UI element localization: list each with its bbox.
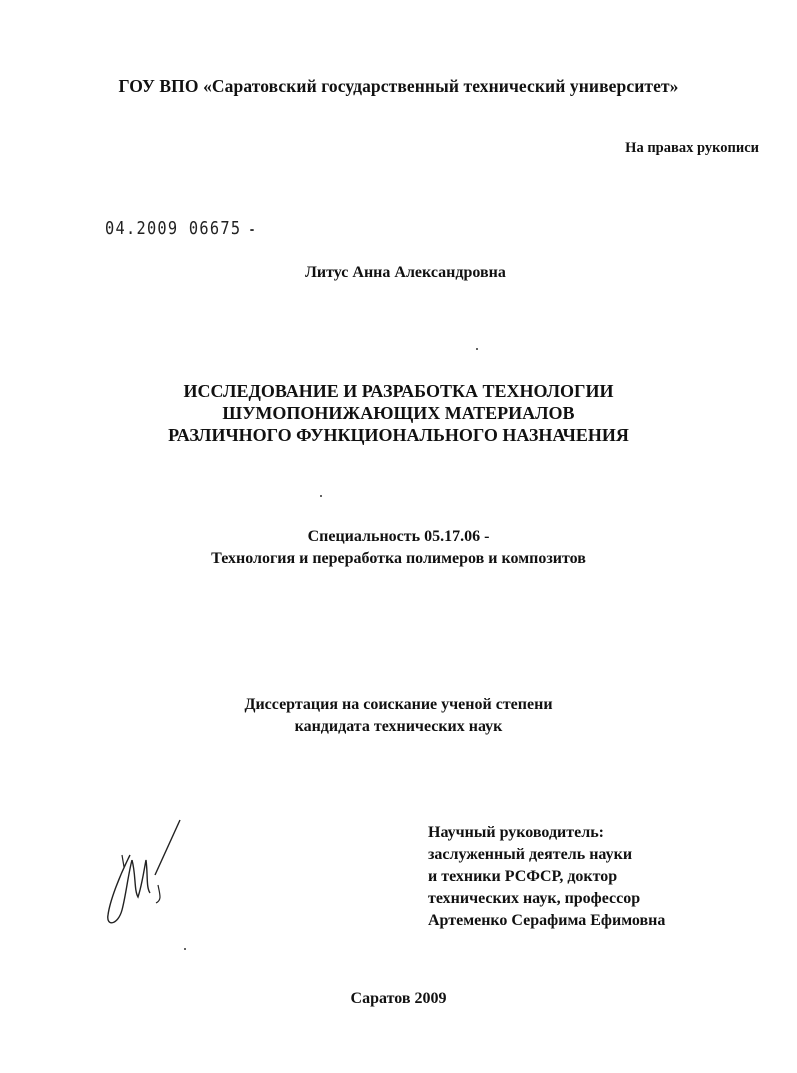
scan-speck — [476, 348, 478, 350]
dissertation-title — [0, 380, 797, 446]
author-name: Литус Анна Александровна — [305, 264, 506, 281]
stamp-code: 04.2009 06675 — [105, 218, 242, 239]
scan-speck — [250, 229, 254, 231]
title-line: ШУМОПОНИЖАЮЩИХ МАТЕРИАЛОВ — [222, 403, 575, 423]
title-line: РАЗЛИЧНОГО ФУНКЦИОНАЛЬНОГО НАЗНАЧЕНИЯ — [168, 425, 629, 445]
supervisor-line: заслуженный деятель науки — [428, 846, 633, 863]
supervisor-block — [428, 822, 665, 932]
supervisor-line: Научный руководитель: — [428, 824, 604, 841]
scan-speck — [184, 948, 186, 950]
supervisor-line: и техники РСФСР, доктор — [428, 868, 618, 885]
scan-speck — [320, 495, 322, 497]
specialty-name: Технология и переработка полимеров и композитов — [211, 550, 586, 567]
signature — [100, 815, 190, 935]
title-line: ИССЛЕДОВАНИЕ И РАЗРАБОТКА ТЕХНОЛОГИИ — [183, 381, 614, 401]
city-year: Саратов 2009 — [350, 990, 447, 1007]
institution-name: ГОУ ВПО «Саратовский государственный технический университет» — [118, 76, 679, 96]
supervisor-name: Артеменко Серафима Ефимовна — [428, 912, 666, 929]
degree-line: кандидата технических наук — [294, 718, 503, 735]
supervisor-line: технических наук, профессор — [428, 890, 641, 907]
degree-block — [0, 694, 797, 738]
specialty-code: Специальность 05.17.06 - — [307, 528, 490, 545]
degree-line: Диссертация на соискание ученой степени — [244, 696, 553, 713]
specialty-block — [0, 526, 797, 570]
manuscript-note: На правах рукописи — [625, 140, 759, 156]
